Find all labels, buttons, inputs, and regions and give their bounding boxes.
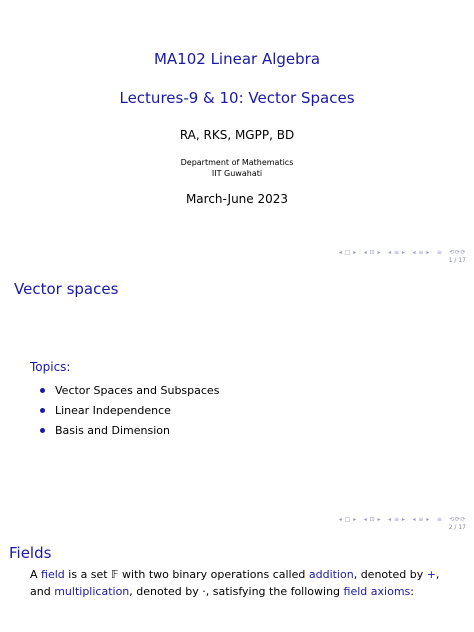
nav-search-icon[interactable]: ⟲⟳⟳ bbox=[449, 515, 466, 523]
topics-list bbox=[40, 380, 219, 440]
page-number: 1 / 17 bbox=[448, 257, 466, 264]
nav-section-icon[interactable]: ◂ ≡ ▸ bbox=[388, 248, 406, 256]
nav-section-icon[interactable]: ◂ ≡ ▸ bbox=[388, 515, 406, 523]
presentation-date: March-June 2023 bbox=[185, 192, 289, 206]
nav-outline-icon[interactable]: ≡ bbox=[436, 248, 443, 256]
nav-subsection-icon[interactable]: ◂ ⊡ ▸ bbox=[363, 248, 382, 256]
nav-document-icon[interactable]: ◂ ≡ ▸ bbox=[412, 515, 430, 523]
authors: RA, RKS, MGPP, BD bbox=[179, 128, 295, 142]
text-run: is a set 𝔽 with two binary operations called bbox=[68, 568, 306, 581]
frame-title: Vector spaces bbox=[14, 280, 119, 298]
institute-name: IIT Guwahati bbox=[211, 169, 263, 178]
nav-document-icon[interactable]: ◂ ≡ ▸ bbox=[412, 248, 430, 256]
field-definition-paragraph bbox=[30, 566, 450, 600]
text-run: : bbox=[410, 585, 414, 598]
term-field: field bbox=[41, 568, 65, 581]
nav-frame-icon[interactable]: ◂ □ ▸ bbox=[338, 248, 357, 256]
nav-frame-icon[interactable]: ◂ □ ▸ bbox=[338, 515, 357, 523]
institute-department: Department of Mathematics bbox=[180, 158, 294, 167]
presentation-subtitle: Lectures-9 & 10: Vector Spaces bbox=[119, 89, 355, 107]
vector-spaces-slide bbox=[0, 268, 474, 536]
list-item-label: Basis and Dimension bbox=[55, 423, 170, 437]
text-run: A bbox=[30, 568, 38, 581]
text-run: , and bbox=[30, 568, 440, 598]
text-run: , denoted by bbox=[353, 568, 424, 581]
list-item bbox=[40, 400, 219, 420]
frame-title: Fields bbox=[9, 544, 52, 562]
plus-symbol: + bbox=[426, 568, 436, 581]
list-item-label: Vector Spaces and Subspaces bbox=[55, 383, 220, 397]
text-run: , denoted by ·, satisfying the following bbox=[129, 585, 341, 598]
nav-subsection-icon[interactable]: ◂ ⊡ ▸ bbox=[363, 515, 382, 523]
fields-slide bbox=[0, 536, 474, 632]
term-field-axioms: field axioms bbox=[343, 585, 411, 598]
term-multiplication: multiplication bbox=[54, 585, 130, 598]
list-item bbox=[40, 420, 219, 440]
term-addition: addition bbox=[308, 568, 354, 581]
beamer-navigation[interactable] bbox=[339, 514, 466, 524]
bullet-icon bbox=[40, 428, 45, 433]
list-item bbox=[40, 380, 219, 400]
title-slide bbox=[0, 0, 474, 268]
page-number: 2 / 17 bbox=[448, 524, 466, 531]
bullet-icon bbox=[40, 408, 45, 413]
topics-label: Topics: bbox=[30, 360, 71, 374]
nav-outline-icon[interactable]: ≡ bbox=[436, 515, 443, 523]
nav-search-icon[interactable]: ⟲⟳⟳ bbox=[449, 248, 466, 256]
presentation-title: MA102 Linear Algebra bbox=[153, 50, 321, 68]
beamer-navigation[interactable] bbox=[339, 247, 466, 257]
list-item-label: Linear Independence bbox=[55, 403, 171, 417]
bullet-icon bbox=[40, 388, 45, 393]
